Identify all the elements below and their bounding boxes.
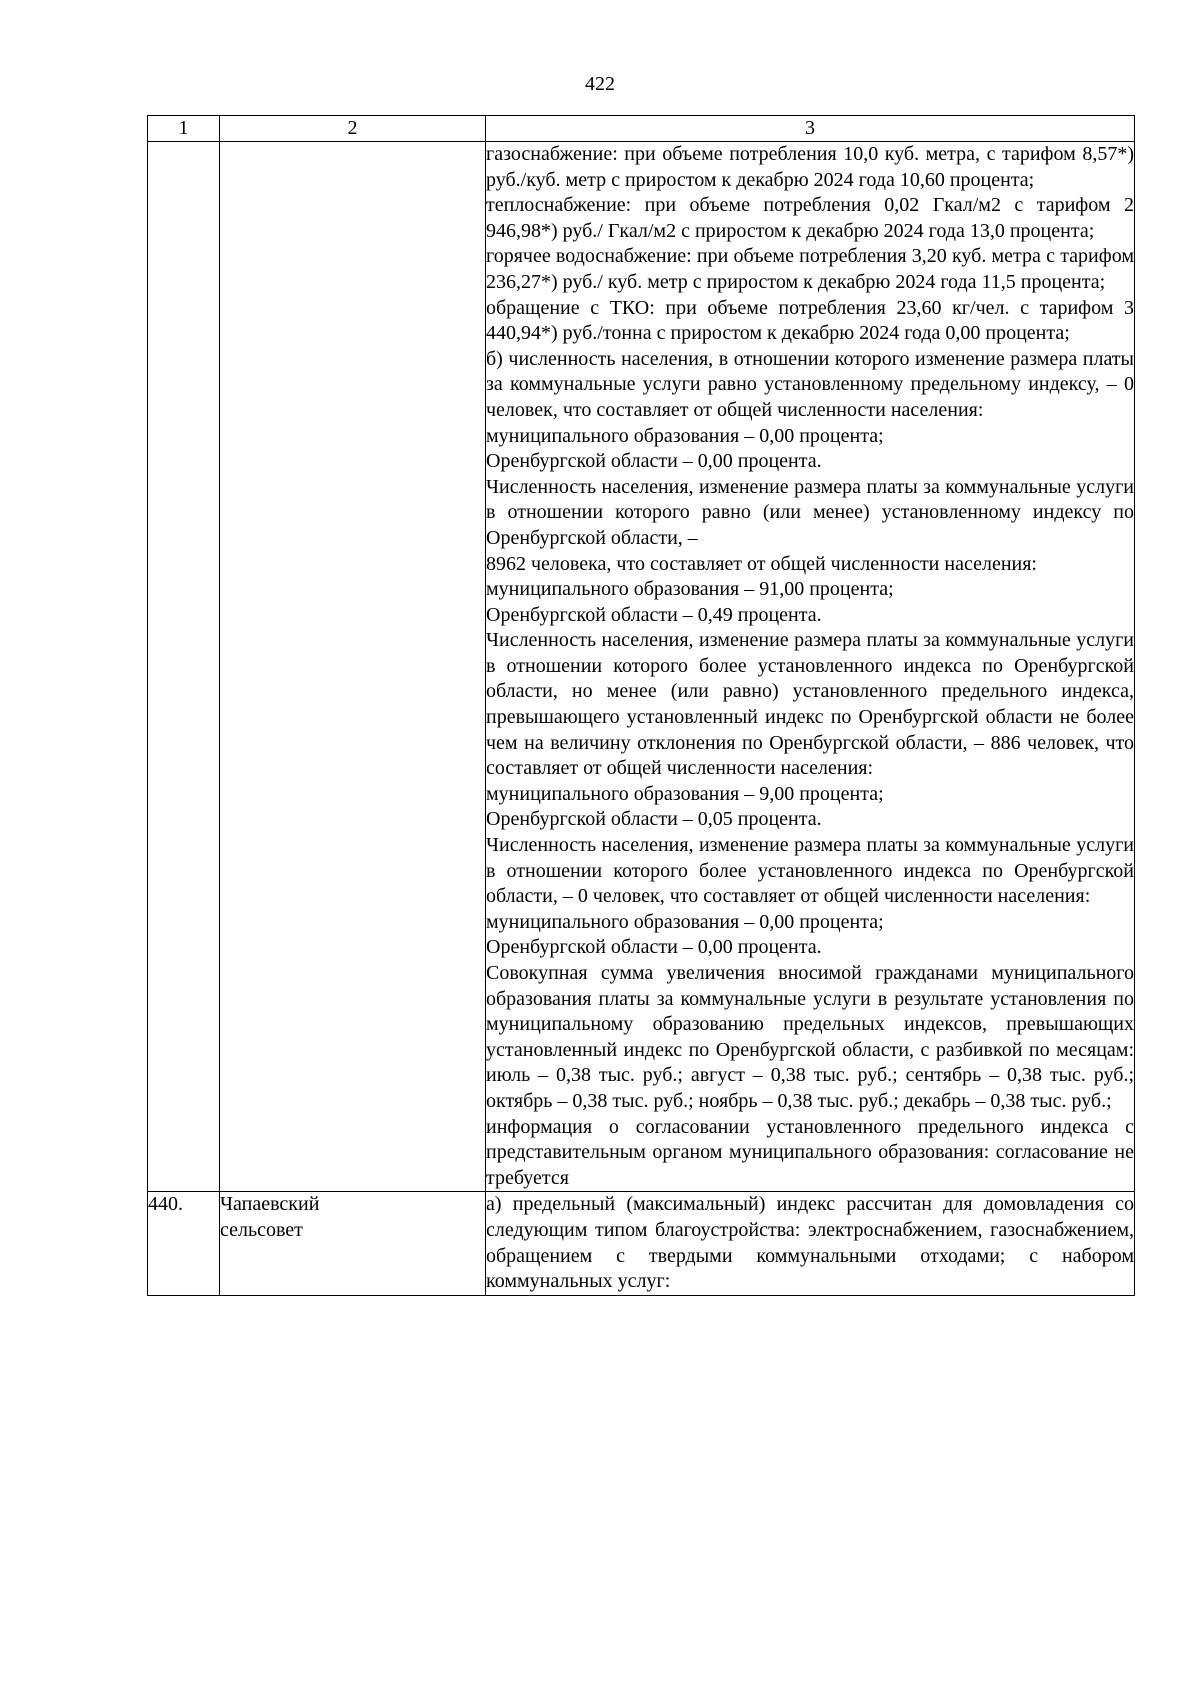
row-text-cell bbox=[486, 1192, 1135, 1295]
municipality-name-line: сельсовет bbox=[220, 1218, 303, 1241]
paragraph: муниципального образования – 0,00 процента; bbox=[486, 424, 884, 447]
paragraph: Оренбургской области – 0,05 процента. bbox=[486, 808, 822, 831]
data-table bbox=[147, 115, 1135, 1296]
table-header-row bbox=[148, 116, 1135, 142]
paragraph: муниципального образования – 91,00 процента; bbox=[486, 578, 894, 601]
municipality-name-line: Чапаевский bbox=[220, 1193, 320, 1216]
paragraph: Оренбургской области – 0,00 процента. bbox=[486, 936, 822, 959]
paragraph: Численность населения, изменение размера платы за коммунальные услуги в отношении которого более установленного индекса по Оренбургской области, но менее (или равно) установленного предельного индекса, превышающего установленный индекс по Оренбургской области не более чем на величину отклонения по Оренбургской области, – 886 человек, что составляет от общей численности населения: bbox=[486, 629, 1134, 780]
paragraph: обращение с ТКО: при объеме потребления 23,60 кг/чел. с тарифом 3 440,94*) руб./тонна с приростом к декабрю 2024 года 0,00 процента; bbox=[486, 296, 1134, 345]
page-number: 422 bbox=[585, 73, 615, 95]
header-cell-2: 2 bbox=[220, 116, 486, 142]
header-cell-1: 1 bbox=[148, 116, 220, 142]
row-name-cell bbox=[220, 1192, 486, 1295]
paragraph: Совокупная сумма увеличения вносимой гражданами муниципального образования платы за коммунальные услуги в результате установления по муниципальному образованию предельных индексов, превышающих установленный индекс по Оренбургской области, с разбивкой по месяцам: июль – 0,38 тыс. руб.; август – 0,38 тыс. руб.; сентябрь – 0,38 тыс. руб.; октябрь – 0,38 тыс. руб.; ноябрь – 0,38 тыс. руб.; декабрь – 0,38 тыс. руб.; bbox=[486, 962, 1134, 1112]
row-name-cell bbox=[220, 142, 486, 1192]
table-row bbox=[148, 1192, 1135, 1295]
row-number-cell bbox=[148, 142, 220, 1192]
paragraph: Оренбургской области – 0,00 процента. bbox=[486, 450, 822, 473]
paragraph: муниципального образования – 9,00 процента; bbox=[486, 782, 884, 805]
paragraph: теплоснабжение: при объеме потребления 0,02 Гкал/м2 с тарифом 2 946,98*) руб./ Гкал/м2 с приростом к декабрю 2024 года 13,0 процента; bbox=[486, 194, 1134, 242]
table-row bbox=[148, 142, 1135, 1192]
paragraph: Численность населения, изменение размера платы за коммунальные услуги в отношении которого равно (или менее) установленному индексу по Оренбургской области, – bbox=[486, 475, 1134, 549]
paragraph: газоснабжение: при объеме потребления 10,0 куб. метра, с тарифом 8,57*) руб./куб. метр с приростом к декабрю 2024 года 10,60 процента; bbox=[486, 143, 1134, 191]
paragraph: муниципального образования – 0,00 процента; bbox=[486, 910, 884, 933]
row-number-cell: 440. bbox=[148, 1192, 220, 1295]
paragraph: горячее водоснабжение: при объеме потребления 3,20 куб. метра с тарифом 236,27*) руб./ куб. метр с приростом к декабрю 2024 года 11,5 процента; bbox=[486, 245, 1134, 293]
paragraph: 8962 человека, что составляет от общей численности населения: bbox=[486, 552, 1037, 575]
paragraph: а) предельный (максимальный) индекс рассчитан для домовладения со следующим типом благоустройства: электроснабжением, газоснабжением, обращением с твердыми коммунальными отходами; с набором коммунальных услуг: bbox=[486, 1193, 1134, 1293]
row-text-cell bbox=[486, 142, 1135, 1192]
header-cell-3: 3 bbox=[486, 116, 1135, 142]
paragraph: Оренбургской области – 0,49 процента. bbox=[486, 603, 822, 626]
paragraph: информация о согласовании установленного предельного индекса с представительным органом муниципального образования: согласование не требуется bbox=[486, 1115, 1134, 1189]
paragraph: б) численность населения, в отношении которого изменение размера платы за коммунальные услуги равно установленному предельному индексу, – 0 человек, что составляет от общей численности населения: bbox=[486, 347, 1134, 421]
paragraph: Численность населения, изменение размера платы за коммунальные услуги в отношении которого более установленного индекса по Оренбургской области, – 0 человек, что составляет от общей численности населения: bbox=[486, 834, 1134, 908]
